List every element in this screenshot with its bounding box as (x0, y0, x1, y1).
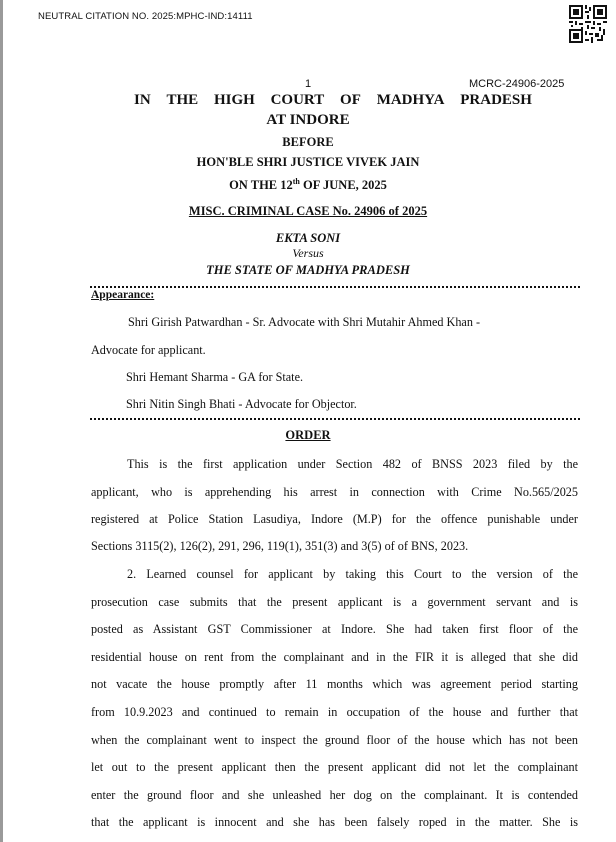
versus-label: Versus (292, 246, 324, 260)
paragraph-line: applicant, who is apprehending his arrest in connection with Crime No.565/2025 (91, 485, 578, 499)
appearance-line: Shri Nitin Singh Bhati - Advocate for Objector. (126, 397, 357, 411)
dotted-divider (90, 286, 580, 288)
before-label: BEFORE (282, 135, 334, 149)
date-superscript: th (292, 177, 300, 186)
court-name-word: THE (166, 92, 199, 108)
paragraph-line: when the complainant went to inspect the ground floor of the house which has not been (91, 733, 578, 747)
court-name-word: HIGH (213, 92, 255, 108)
dotted-divider (90, 418, 580, 420)
court-name-line1 (134, 92, 532, 109)
court-name-word: PRADESH (460, 92, 532, 108)
date-prefix: ON THE 12 (229, 178, 293, 193)
date-suffix: OF JUNE, 2025 (299, 178, 387, 193)
paragraph-line: prosecution case submits that the present applicant is a government servant and is (91, 595, 578, 609)
case-reference: MCRC-24906-2025 (469, 78, 565, 90)
paragraph-line: enter the ground floor and she unleashed her dog on the complainant. It is contended (91, 788, 578, 802)
page-number: 1 (305, 78, 312, 90)
order-date (0, 177, 616, 193)
paragraph-line: This is the first application under Section 482 of BNSS 2023 filed by the (127, 457, 578, 471)
appearance-line: Shri Hemant Sharma - GA for State. (126, 370, 304, 384)
court-name-word: IN (134, 92, 151, 108)
respondent-name: THE STATE OF MADHYA PRADESH (206, 263, 410, 277)
neutral-citation: NEUTRAL CITATION NO. 2025:MPHC-IND:14111 (38, 11, 253, 22)
paragraph-line: registered at Police Station Lasudiya, Indore (M.P) for the offence punishable under (91, 512, 578, 526)
paragraph-line: that the applicant is innocent and she has been falsely roped in the matter. She is (91, 815, 578, 829)
paragraph-line: posted as Assistant GST Commissioner at Indore. She had taken first floor of the (91, 622, 578, 636)
paragraph-line: let out to the present applicant then the present applicant did not let the complainant (91, 760, 578, 774)
qr-code-icon (569, 5, 607, 43)
court-name-word: MADHYA (376, 92, 445, 108)
appearance-line: Advocate for applicant. (91, 343, 206, 357)
applicant-name: EKTA SONI (275, 231, 341, 245)
paragraph-line: Sections 3115(2), 126(2), 291, 296, 119(1), 351(3) and 3(5) of of BNS, 2023. (91, 539, 469, 553)
judge-name: HON'BLE SHRI JUSTICE VIVEK JAIN (196, 155, 420, 169)
appearance-heading: Appearance: (91, 289, 155, 301)
case-title: MISC. CRIMINAL CASE No. 24906 of 2025 (188, 204, 428, 218)
paragraph-line: 2. Learned counsel for applicant by taking this Court to the version of the (127, 567, 578, 581)
appearance-line: Shri Girish Patwardhan - Sr. Advocate with Shri Mutahir Ahmed Khan - (128, 315, 481, 329)
court-name-word: COURT (270, 92, 325, 108)
order-heading: ORDER (285, 428, 331, 442)
paragraph-line: not vacate the house promptly after 11 months which was agreement period starting (91, 677, 578, 691)
paragraph-line: from 10.9.2023 and continued to remain in occupation of the house and further that (91, 705, 578, 719)
court-bench-location: AT INDORE (266, 112, 350, 128)
paragraph-line: residential house on rent from the complainant and in the FIR it is alleged that she did (91, 650, 578, 664)
court-name-word: OF (340, 92, 361, 108)
